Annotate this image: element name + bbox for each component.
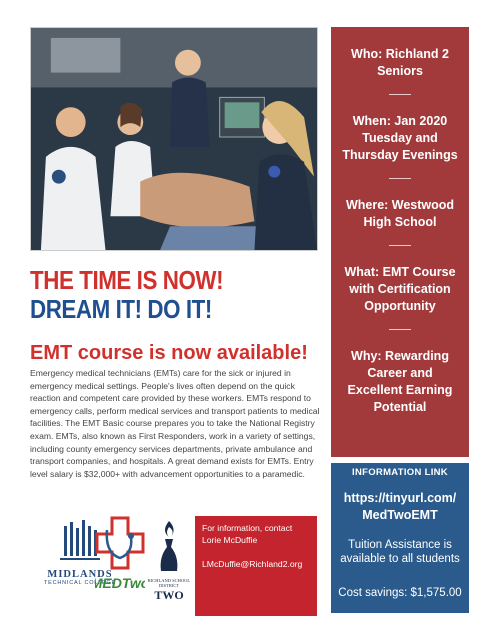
divider — [389, 329, 411, 330]
course-available-heading: EMT course is now available! — [30, 342, 308, 364]
headline-time-is-now: THE TIME IS NOW! — [30, 265, 224, 295]
medtwo-cross-icon — [95, 508, 145, 608]
contact-panel — [195, 516, 317, 616]
divider — [389, 245, 411, 246]
richland-subtitle: RICHLAND SCHOOL DISTRICT — [147, 578, 191, 588]
divider — [389, 94, 411, 95]
when-detail: When: Jan 2020 Tuesday and Thursday Evenings — [342, 114, 458, 162]
cost-savings: Cost savings: $1,575.00 — [338, 587, 462, 599]
divider — [389, 178, 411, 179]
midlands-name: MIDLANDS — [47, 569, 113, 580]
medtwo-wordmark: EDTw — [102, 575, 141, 591]
what-detail: What: EMT Course with Certification Opportunity — [344, 265, 456, 313]
info-title: INFORMATION LINK — [352, 467, 448, 478]
emt-training-photo — [30, 27, 318, 251]
event-details-panel — [331, 27, 469, 457]
registration-link[interactable]: https://tinyurl.com/ MedTwoEMT — [343, 491, 457, 522]
who-detail: Who: Richland 2 Seniors — [351, 47, 449, 78]
tuition-note: Tuition Assistance is available to all students — [340, 539, 460, 565]
midlands-subtitle: TECHNICAL COLLEGE — [43, 580, 117, 586]
why-detail: Why: Rewarding Career and Excellent Earning Potential — [347, 349, 453, 414]
richland-two-wordmark: TWO — [154, 588, 184, 602]
information-link-panel — [331, 463, 469, 613]
torch-icon — [145, 517, 193, 573]
contact-line: For information, contact Lorie McDuffie — [202, 523, 293, 545]
medtwo-logo — [95, 508, 145, 608]
course-description: Emergency medical technicians (EMTs) care for the sick or injured in emergency medical settings. People's lives often depend on the quick reaction and competent care provided by these workers. EMTs respond to emergency calls, perform medical services and transport patients to medical facilities. The EMT Basic course prepares you to take the National Registry exam. EMTs, also known as First Responders, work in a variety of settings, including county emergency services departments, private ambulance and transport companies, and hospitals. A great demand exists for EMTs. Entry level salary is $32,000+ with advancement opportunities to a paramedic. — [30, 368, 320, 479]
where-detail: Where: Westwood High School — [345, 198, 455, 229]
headline-dream-it: DREAM IT! DO IT! — [30, 294, 212, 324]
contact-email[interactable]: LMcDuffie@Richland2.org — [202, 559, 303, 569]
richland-two-logo — [145, 517, 193, 605]
